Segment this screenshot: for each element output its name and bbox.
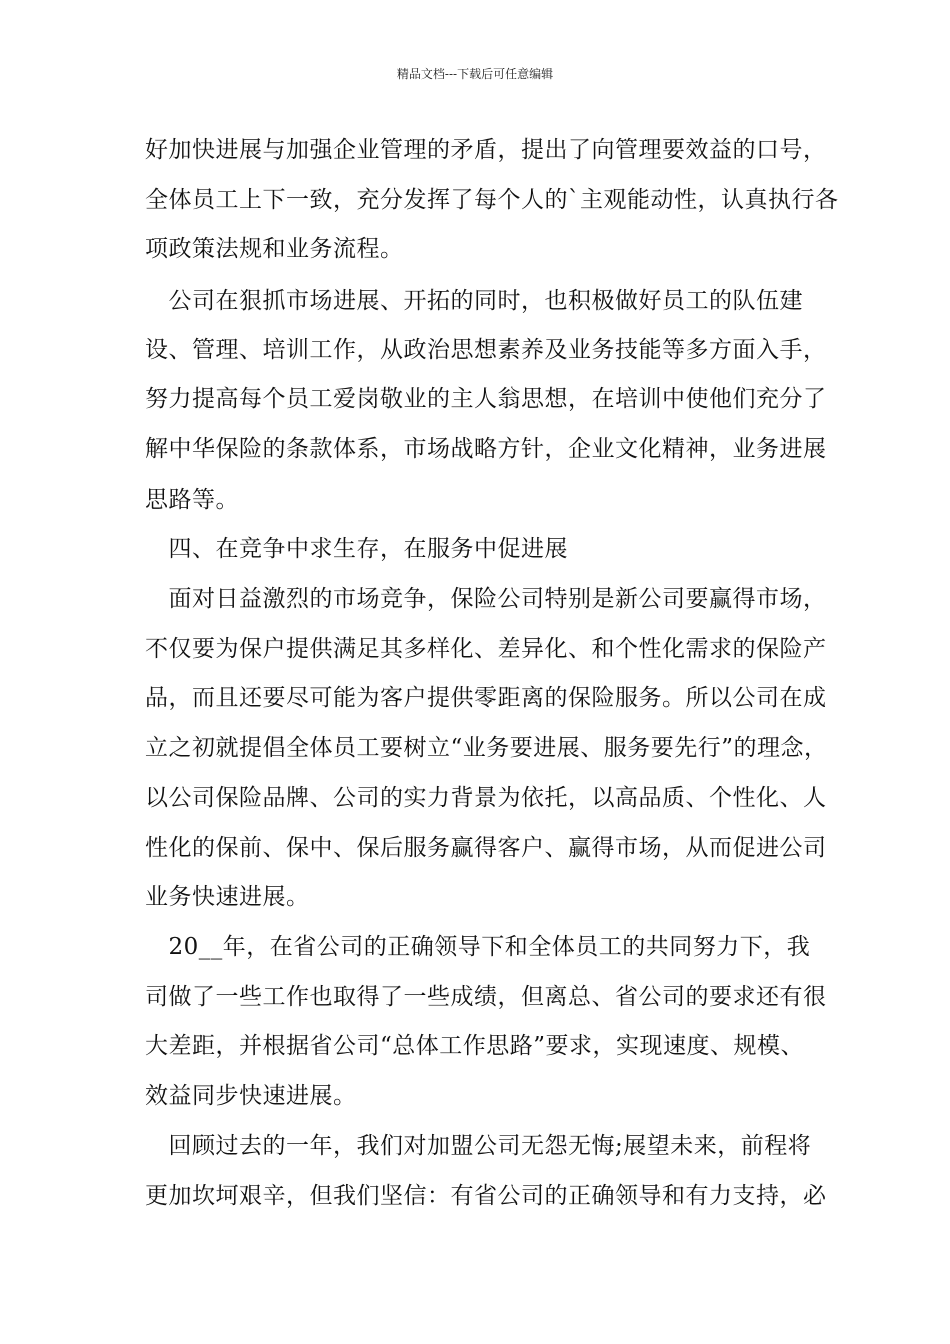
body-text-line: 思路等。 xyxy=(145,487,239,513)
body-text-line: 性化的保前、保中、保后服务赢得客户、赢得市场，从而促进公司 xyxy=(145,835,827,861)
body-text-line: 解中华保险的条款体系，市场战略方针，企业文化精神，业务进展 xyxy=(145,436,827,462)
section-heading: 四、在竞争中求生存，在服务中促进展 xyxy=(145,536,568,562)
body-text-line: 业务快速进展。 xyxy=(145,884,310,910)
page-header: 精品文档---下载后可任意编辑 xyxy=(396,67,554,81)
body-text-line: 以公司保险品牌、公司的实力背景为依托，以高品质、个性化、人 xyxy=(145,785,827,811)
body-text-line: 更加坎坷艰辛，但我们坚信：有省公司的正确领导和有力支持，必 xyxy=(145,1183,827,1209)
body-text-line: 面对日益激烈的市场竞争，保险公司特别是新公司要赢得市场， xyxy=(145,586,827,612)
body-text-line: 品，而且还要尽可能为客户提供零距离的保险服务。所以公司在成 xyxy=(145,685,827,711)
body-text-line: 不仅要为保户提供满足其多样化、差异化、和个性化需求的保险产 xyxy=(145,636,827,662)
body-text-line: 立之初就提倡全体员工要树立“业务要进展、服务要先行”的理念， xyxy=(145,735,828,761)
body-text-line: 司做了一些工作也取得了一些成绩，但离总、省公司的要求还有很 xyxy=(145,984,827,1010)
body-text-line: 回顾过去的一年，我们对加盟公司无怨无悔;展望未来，前程将 xyxy=(145,1133,812,1159)
body-text-line: 全体员工上下一致，充分发挥了每个人的`主观能动性，认真执行各 xyxy=(145,187,839,213)
body-text-line: 努力提高每个员工爱岗敬业的主人翁思想，在培训中使他们充分了 xyxy=(145,386,827,412)
body-text-line: 好加快进展与加强企业管理的矛盾，提出了向管理要效益的口号， xyxy=(145,137,827,163)
body-text-line: 公司在狠抓市场进展、开拓的同时，也积极做好员工的队伍建 xyxy=(145,288,803,314)
body-text-line: 大差距，并根据省公司“总体工作思路”要求，实现速度、规模、 xyxy=(145,1033,805,1059)
body-text-line: 设、管理、培训工作，从政治思想素养及业务技能等多方面入手， xyxy=(145,337,827,363)
body-text-line: 20__年，在省公司的正确领导下和全体员工的共同努力下，我 xyxy=(145,934,811,960)
body-text-line: 效益同步快速进展。 xyxy=(145,1083,357,1109)
body-text-line: 项政策法规和业务流程。 xyxy=(145,236,404,262)
